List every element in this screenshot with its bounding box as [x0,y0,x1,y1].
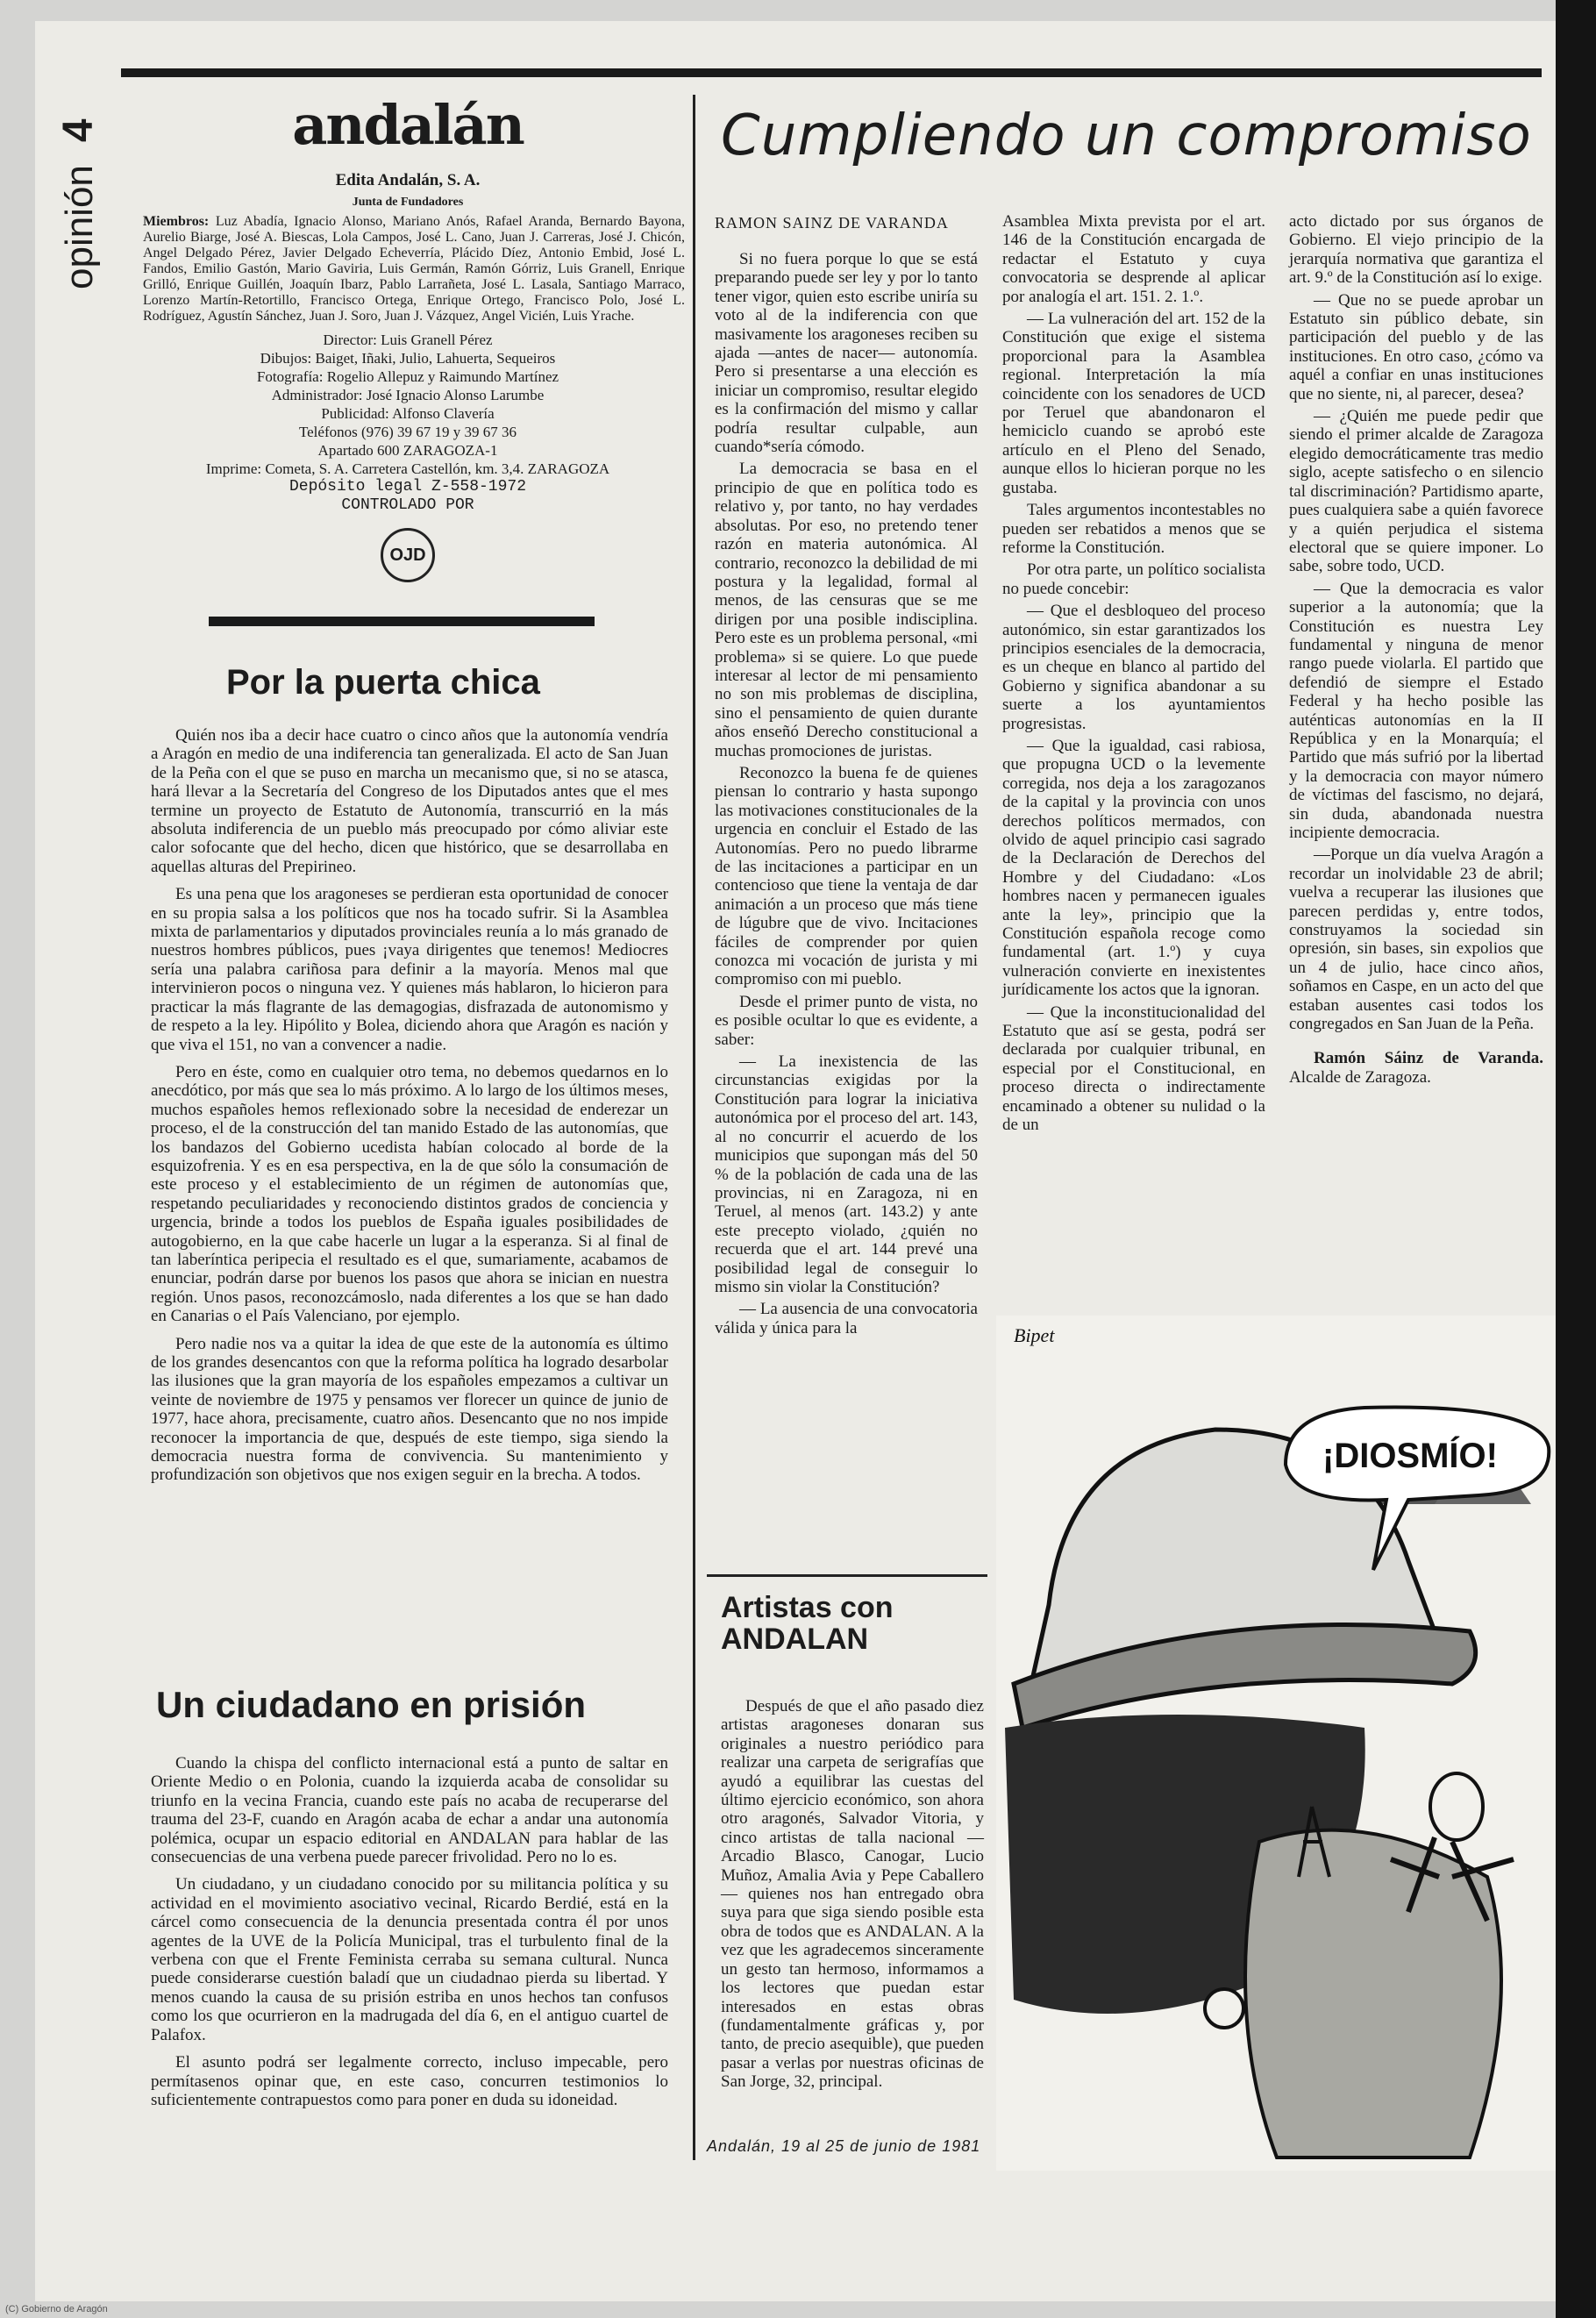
drawings: Dibujos: Baiget, Iñaki, Julio, Lahuerta, Sequeiros [260,350,556,367]
article-byline: RAMON SAINZ DE VARANDA [715,214,949,232]
artists-title [721,1592,894,1655]
speech-text: ¡DIOSMÍO! [1322,1437,1498,1475]
editorial-body-2 [151,1754,668,2109]
editorial-1-paragraph: Pero nadie nos va a quitar la idea de que este de la autonomía es último de los grandes desencantos con que la reforma política ha logrado desarbolar las ilusiones que la gran mayoría de los españoles empezamos a cultivar un veinte de noviembre de 1975 y pensamos ver florecer un quince de junio de 1977, hace ahora, precisamente, cuatro años. Desencanto que no nos impide reconocer la importancia de que, después de este tiempo, siga siendo la democracia nuestra forma de convivencia. Su mantenimiento y profundización son objetivos que nos exigen seguir en la brecha. A todos. [151,1334,668,1485]
article-paragraph: —Porque un día vuelva Aragón a recordar un inolvidable 23 de abril; vuelva a recuperar las ilusiones que parecen perdidas y, entre todos, construyamos la sociedad sin opresión, sin bases, sin expolios que un 4 de julio, hace cinco años, soñamos en Caspe, en un acto del que estaban ausentes casi todos los congregados en San Juan de la Peña. [1289,845,1543,1034]
advertising: Publicidad: Alfonso Clavería [321,405,495,422]
article-paragraph: Asamblea Mixta prevista por el art. 146 de la Constitución encargada de redactar el Estatuto y cuya convocatoria se desprende al aplicar por analogía el art. 151. 2. 1.º. [1002,212,1265,306]
members-label: Miembros: [143,214,210,229]
artists-rule [707,1574,987,1577]
column-divider [693,95,695,2160]
artists-body [721,1697,984,2092]
members-names: Luz Abadía, Ignacio Alonso, Mariano Anós, Rafael Aranda, Bernardo Bayona, Aurelio Biarge, José A. Biescas, Lola Campos, José L. Cano, Juan J. Carreras, José J. Chicón, Angel Delgado Pérez, Javier Delgado Echeverría, Plácido Díez, Antonio Embid, José L. Fandos, Emilio Gastón, Mario Gaviria, Luis Germán, Ramón Górriz, Luis Granell, Enrique Grilló, Enrique Guillén, Joaquín Ibarz, Pablo Larrañeta, José L. Lasala, Santiago Marraco, Lorenzo Martín-Retortillo, Francisco Ortega, Enrique Ortego, Francisco Polo, José L. Rodríguez, Agustín Sánchez, Juan J. Soro, Juan J. Vázquez, Angel Vicién, Luis Yrache. [143,214,685,324]
editorial-1-paragraph: Es una pena que los aragoneses se perdieran esta oportunidad de conocer en su propia salsa a los políticos que nos ha tocado sufrir. Si la Asamblea mixta de parlamentarios y diputados provinciales reunía a lo más granado de nuestros hombres públicos, pues ¡vaya dirigentes que tenemos! Mediocres sería una palabra cariñosa para definir a la mayoría. Menos mal que intervinieron pocos o ninguna vez. Y quienes más hablaron, lo hicieron para practicar la más flagrante de las demagogias, disfrazada de autonomismo y de respeto a la ley. Hipólito y Bolea, diciendo ahora que Aragón es nación y que viva el 151, no van a convencer a nadie. [151,885,668,1054]
publisher: Edita Andalán, S. A. [335,171,481,189]
address: Apartado 600 ZARAGOZA-1 [317,442,498,459]
article-paragraph: — Que la inconstitucionalidad del Estatuto que así se gesta, podrá ser declarada por cualquier tribunal, en especial por el Constitucional, en proceso directa o indirectamente encaminado a obtener su nulidad o la de un [1002,1002,1265,1135]
founders-list [143,214,685,325]
cartoon [996,1316,1556,2171]
masthead-rule [209,617,595,626]
ojd-emblem: OJD [381,528,435,582]
article-paragraph: — La vulneración del art. 152 de la Constitución que exige el sistema proporcional para la Asamblea regional. Interpretación la mía coincidente con los senadores de UCD por Teruel que abandonaron el hemiciclo cuando se aprobó este artículo en el Pleno del Senado, aunque ellos lo hicieran porque no les gustaba. [1002,310,1265,497]
article-paragraph: Por otra parte, un político socialista no puede concebir: [1002,560,1265,598]
photography: Fotografía: Rogelio Allepuz y Raimundo Martínez [256,368,559,385]
article-signature [1289,1049,1543,1087]
editorial-body-1 [151,726,668,1485]
small-figure [1205,1989,1243,2028]
article-paragraph: — La ausencia de una convocatoria válida y única para la [715,1300,978,1337]
article-paragraph: — La inexistencia de las circunstancias exigidas por la Constitución para lograr la iniciativa autonómica por el proceso del art. 143, al no concurrir el acuerdo de los municipios que supongan más del 50 % de la población de cada una de las provincias, ni en Zaragoza, ni en Teruel, al menos (art. 143.2) y ante este precepto violado, ¿quién no recuerda que el art. 144 prevé una posibilidad legal de conseguir lo mismo sin violar la Constitución? [715,1052,978,1296]
artists-paragraph: Después de que el año pasado diez artistas aragoneses donaran sus originales a nuestro periódico para realizar una carpeta de serigrafías que ayudó a equilibrar las cuestas del último ejercicio económico, son ahora otro aragonés, Salvador Vitoria, y cinco artistas de talla nacional —Arcadio Blasco, Canogar, Lucio Muñoz, Amalia Avia y Pepe Caballero— quienes nos han entregado obra suya para que siga siendo posible esta obra de todos que es ANDALAN. A la vez que les agradecemos sinceramente un gesto tan hermoso, informamos a los lectores que puedan estar interesados en estas obras (fundamentalmente gráficas y, por tanto, de precio asequible), que pueden pasar a verlas por nuestras oficinas de San Jorge, 32, principal. [721,1697,984,2092]
signature-name: Ramón Sáinz de Varanda. [1314,1049,1543,1068]
rocky-ground [1245,1830,1501,2158]
article-paragraph: — ¿Quién me puede pedir que siendo el primer alcalde de Zaragoza elegido democráticamente tras medio siglo, acepte satisfecho o en silencio tal discriminación? Partidismo aparte, pues cualquiera sabe a quién favorece y a quién perjudica el sistema electoral que se quiere imponer. Lo sabe, sobre todo, UCD. [1289,407,1543,576]
signature-role: Alcalde de Zaragoza. [1289,1067,1431,1087]
top-rule [121,68,1542,77]
editorial-2-paragraph: Un ciudadano, y un ciudadano conocido por su militancia política y su actividad en el movimiento asociativo vecinal, Ricardo Berdié, está en la cárcel como consecuencia de la denuncia presentada contra él por unos agentes de la UVE de la Policía Municipal, tras el turbulento final de la verbena con que el Frente Feminista cerraba su semana cultural. Nunca puede considerarse cuestión baladí que un ciudadnao pierda su libertad. Y menos cuando la causa de su prisión estriba en unos hechos tan confusos como los que ocurrieron en la madrugada del día 6, en el antiguo cuartel de Palafox. [151,1875,668,2044]
section-label: opinión [58,165,101,289]
editorial-1-paragraph: Pero en éste, como en cualquier otro tema, no debemos quedarnos en lo anecdótico, por más que sea lo más próximo. A lo largo de los últimos meses, muchos españoles hemos reflexionado sobre la necesidad de enderezar un proceso, el de la construcción del tan manido Estado de las autonomías, que los bandazos del Gobierno ucedista habían colocado al borde de la esquizofrenia. Y es en esa perspectiva, en la de que sólo la consumación de este proceso y el establecimiento de un régimen de autonomías que, respetando peculiaridades y reconociendo distintos grados de conciencia y urgencia, brinde a todos los pueblos de España iguales posibilidades de autogobierno, en la que cabe hacerle un lugar a la esperanza. Si al final de tan laberíntica peripecia el resultado es el que, sumariamente, acabamos de enunciar, podrán darse por buenos los pasos que ahora se inician en nuestra región. Unos pasos, reconozcámoslo, nada diferentes a los que se han dado en Canarias o el País Valenciano, por ejemplo. [151,1062,668,1326]
artists-title-line2: ANDALAN [721,1623,869,1656]
article-paragraph: Si no fuera porque lo que se está preparando puede ser ley y por lo tanto tener vigor, quien esto escribe uniría su voto al de la indiferencia con que masivamente los aragoneses reciben su ajada —antes de nacer— autonomía. Pero si presentarse a una elección es iniciar un compromiso, resultar elegido es la confirmación del mismo y callar podría resultar culpable, aun cuando*sería cómodo. [715,250,978,457]
editorial-title-2: Un ciudadano en prisión [156,1684,587,1725]
article-headline: Cumpliendo un compromiso [721,103,1532,168]
page-footer: Andalán, 19 al 25 de junio de 1981 [707,2137,981,2155]
controlled-by: CONTROLADO POR [341,496,474,514]
article-paragraph: — Que la igualdad, casi rabiosa, que propugna UCD o la levemente corregida, nos deja a los zaragozanos de la capital y la provincia con unos derechos políticos mermados, con olvido de aquel principio casi sagrado de la Declaración de Derechos del Hombre y del Ciudadano: «Los hombres nacen y permanecen iguales ante la ley», principio que la Constitución española recoge como fundamental (art. 1.º) y cuya vulneración convierte en inexistentes jurídicamente los actos que la ignoran. [1002,736,1265,1000]
legal-deposit: Depósito legal Z-558-1972 [289,478,527,496]
editorial-2-paragraph: El asunto podrá ser legalmente correcto, incluso impecable, pero permítasenos opinar que, en este caso, concurren testimonios lo suficientemente contrapuestos como para poner en duda su idoneidad. [151,2053,668,2109]
copyright-credit: (C) Gobierno de Aragón [5,2304,108,2314]
article-paragraph: — Que el desbloqueo del proceso autonómico, sin estar garantizados los principios esenciales de la democracia, es un cheque en blanco al partido del Gobierno y significa abandonar a su suerte a los ayuntamientos progresistas. [1002,602,1265,733]
printer: Imprime: Cometa, S. A. Carretera Castellón, km. 3,4. ZARAGOZA [205,460,610,477]
article-column-2 [1002,212,1265,1135]
founders-heading: Junta de Fundadores [352,196,464,209]
article-paragraph: — Que la democracia es valor superior a la autonomía; que la Constitución es nuestra Ley fundamental y ninguna de menor rango puede violarla. El partido que defendió de siempre el Estado Federal y ha hecho posible las auténticas autonomías en la II República y en la Monarquía; el Partido que más sufrió por la libertad y la democracia con mayor número de víctimas del fascismo, no dejará, sin duda, abandonada nuestra incipiente democracia. [1289,579,1543,842]
editorial-2-paragraph: Cuando la chispa del conflicto internacional está a punto de saltar en Oriente Medio o en Polonia, cuando la izquierda acaba de consolidar su triunfo en la vecina Francia, cuando este país no acaba de recuperarse del trauma del 23-F, cuando en Aragón acaba de echar a andar una autonomía polémica, ocupar un espacio editorial en ANDALAN para hablar de las consecuencias de una verbena puede parecer frivolidad. Pero no lo es. [151,1754,668,1867]
article-column-3 [1289,212,1543,1087]
section-tag [54,118,102,289]
andalan-logo: andalán [292,93,524,157]
phones: Teléfonos (976) 39 67 19 y 39 67 36 [298,424,517,440]
article-paragraph: Tales argumentos incontestables no pueden ser rebatidos a menos que se reforme la Constitución. [1002,501,1265,557]
article-paragraph: Desde el primer punto de vista, no es posible ocultar lo que es evidente, a saber: [715,992,978,1049]
scan-edge [1556,0,1596,2318]
editorial-title-1: Por la puerta chica [226,663,540,702]
article-paragraph: La democracia se basa en el principio de que en política todo es relativo y, por tanto, no hay verdades absolutas. Por eso, no pretendo tener razón en materia autonómica. Al contrario, reconozco la debilidad de mi postura y la legalidad, formal al menos, de las censuras que se me dirigen por una posible indisciplina. Pero este es un problema personal, «mi problema» si se quiere. Lo que puede interesar al lector de mi pensamiento no son mis problemas de disciplina, sino el pensamiento de quien durante años enseñó Derecho constitucional a muchas promociones de juristas. [715,460,978,760]
article-column-1 [715,250,978,1337]
cartoon-signature: Bipet [1014,1324,1055,1346]
artists-title-line1: Artistas con [721,1591,894,1624]
masthead [127,95,688,582]
editorial-1-paragraph: Quién nos iba a decir hace cuatro o cinco años que la autonomía vendría a Aragón en medio de una indiferencia tan generalizada. El acto de San Juan de la Peña con el que se puso en marcha un mecanismo que, si no se atasca, hará llevar a la Secretaría del Congreso de los Diputados antes que el mes termine un proyecto de Estatuto de Autonomía, transcurrió en la más absoluta indiferencia de un pueblo más preocupado por cómo aliviar este calor sofocante que del hecho, dicen que histórico, que se desarrollaba en aquellas alturas del Prepirineo. [151,726,668,876]
runner-figure [1430,1773,1483,1840]
administrator: Administrador: José Ignacio Alonso Larumbe [271,387,545,403]
article-paragraph: — Que no se puede aprobar un Estatuto sin público debate, sin participación del pueblo y de las instituciones. En otro caso, ¿cómo va aquél a confiar en unas instituciones que no siente, ni, al parecer, desea? [1289,290,1543,403]
article-paragraph: acto dictado por sus órganos de Gobierno. El viejo principio de la jerarquía normativa que garantiza el art. 9.º de la Constitución así lo exige. [1289,212,1543,288]
director: Director: Luis Granell Pérez [323,332,493,348]
article-paragraph: Reconozco la buena fe de quienes piensan lo contrario y hasta supongo las motivaciones constitucionales de la urgencia en concluir el Estado de las Autonomías. Pero no puedo librarme de las incitaciones a participar en un contencioso que tiene la ventaja de dar animación a un proceso que más tiene de lúgubre que de vivo. Incitaciones fáciles de comprender por quien conozca mi vocación de jurista y mi compromiso con mi pueblo. [715,763,978,989]
section-number: 4 [55,118,102,143]
